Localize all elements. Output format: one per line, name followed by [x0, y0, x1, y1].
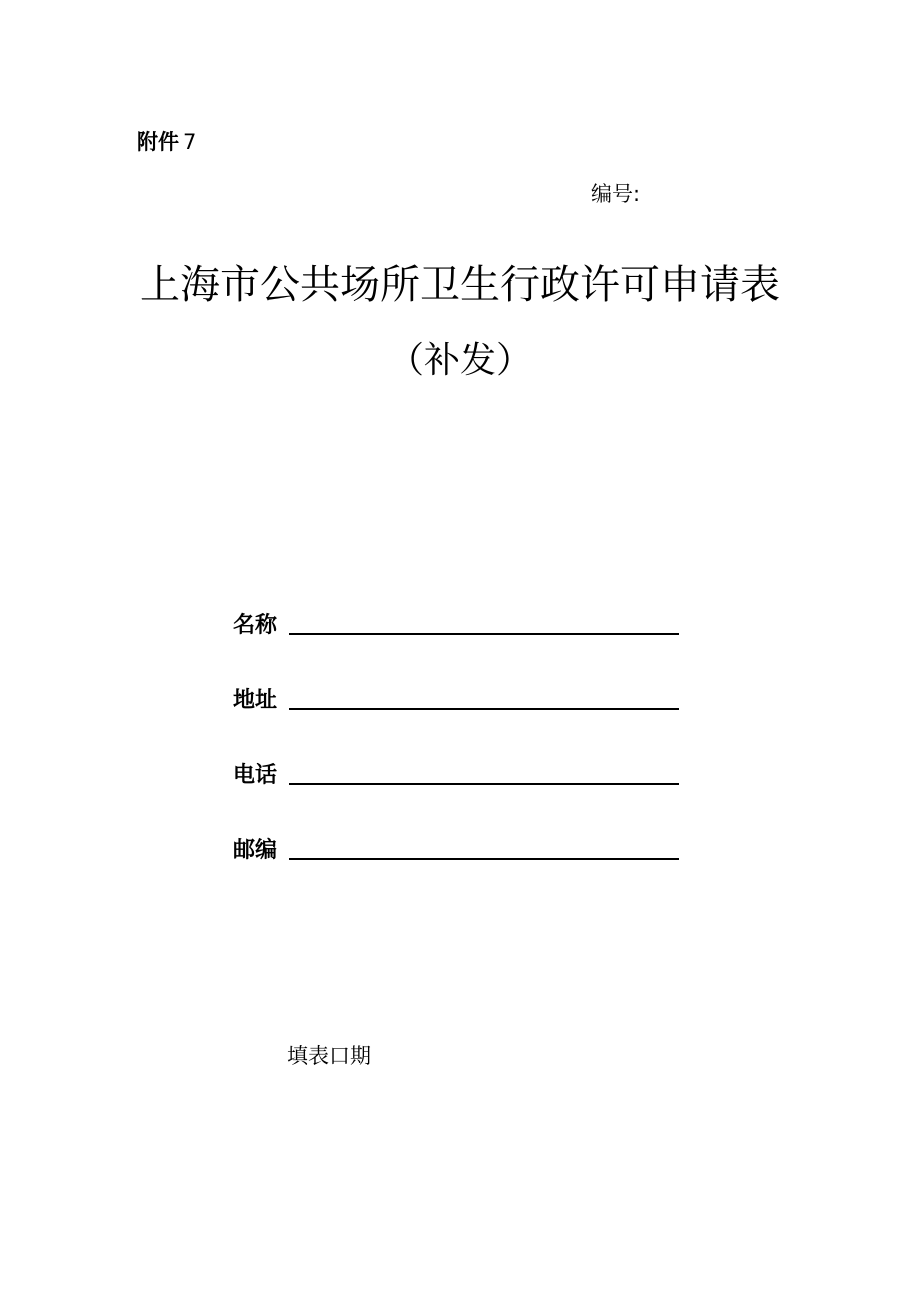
- address-field-blank[interactable]: [289, 708, 679, 710]
- document-title: 上海市公共场所卫生行政许可申请表: [140, 262, 780, 308]
- name-field: [233, 611, 679, 645]
- address-field-label: 地址: [233, 688, 278, 713]
- attachment-number: 7: [183, 130, 197, 154]
- name-field-label: 名称: [233, 613, 278, 638]
- fill-date-label: 填表口期: [287, 1044, 371, 1068]
- phone-field-label: 电话: [233, 763, 278, 788]
- phone-field: [233, 761, 679, 795]
- postcode-field-blank[interactable]: [289, 858, 679, 860]
- postcode-field: [233, 836, 679, 870]
- attachment-label-text: 附件: [137, 130, 179, 154]
- phone-field-blank[interactable]: [289, 783, 679, 785]
- address-field: [233, 686, 679, 720]
- postcode-field-label: 邮编: [233, 838, 278, 863]
- serial-number-label: 编号:: [591, 182, 641, 206]
- attachment-label: [137, 128, 196, 156]
- document-subtitle: （补发）: [387, 340, 532, 381]
- name-field-blank[interactable]: [289, 633, 679, 635]
